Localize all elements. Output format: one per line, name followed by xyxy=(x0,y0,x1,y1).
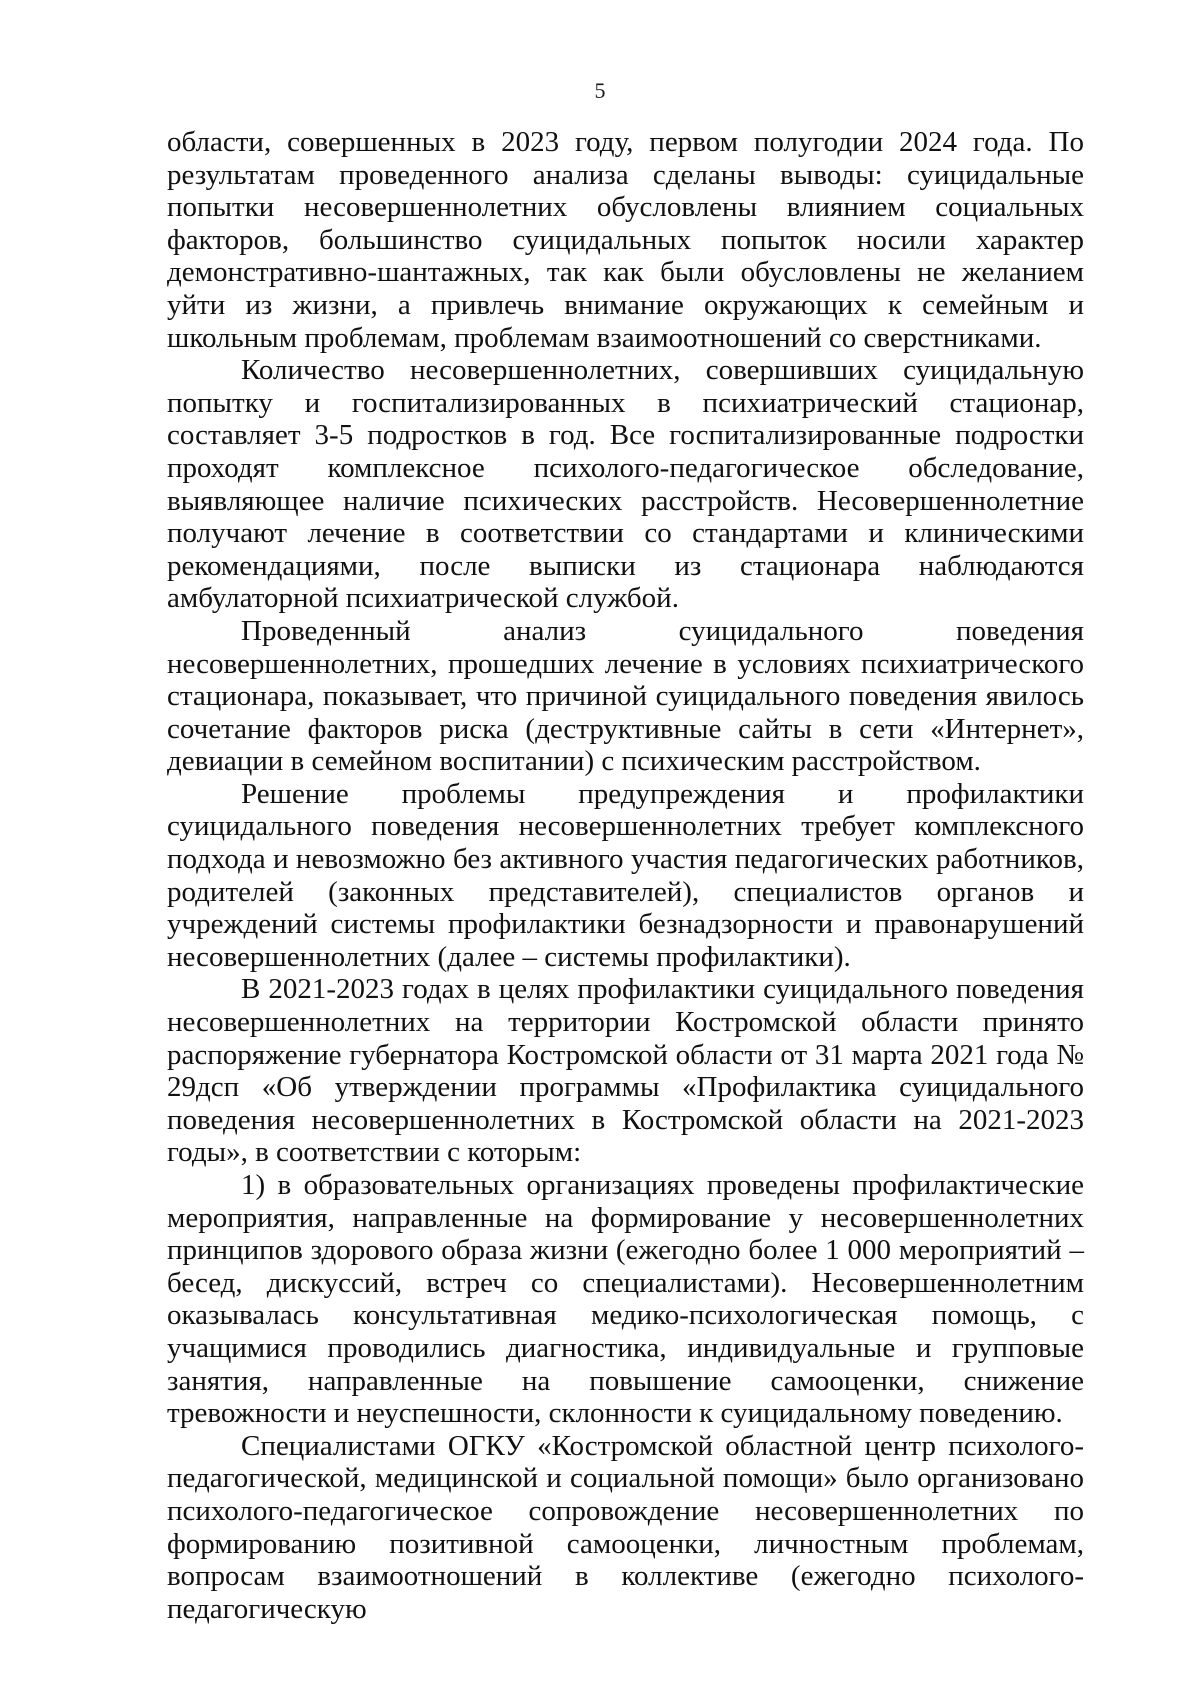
document-body xyxy=(167,126,1084,1625)
paragraph-specialists: Специалистами ОГКУ «Костромской областной центр психолого-педагогической, медицинской и социальной помощи» было организовано психолого-педагогическое сопровождение несовершеннолетних по формированию позитивной самооценки, личностным проблемам, вопросам взаимоотношений в коллективе (ежегодно психолого-педагогическую xyxy=(167,1429,1084,1625)
paragraph-prevention: Решение проблемы предупреждения и профилактики суицидального поведения несовершеннолетних требует комплексного подхода и невозможно без активного участия педагогических работников, родителей (законных представителей), специалистов органов и учреждений системы профилактики безнадзорности и правонарушений несовершеннолетних (далее – системы профилактики). xyxy=(167,777,1084,973)
paragraph-hospitalization: Количество несовершеннолетних, совершивших суицидальную попытку и госпитализированных в психиатрический стационар, составляет 3-5 подростков в год. Все госпитализированные подростки проходят комплексное психолого-педагогическое обследование, выявляющее наличие психических расстройств. Несовершеннолетние получают лечение в соответствии со стандартами и клиническими рекомендациями, после выписки из стационара наблюдаются амбулаторной психиатрической службой. xyxy=(167,354,1084,615)
paragraph-program: В 2021-2023 годах в целях профилактики суицидального поведения несовершеннолетних на территории Костромской области принято распоряжение губернатора Костромской области от 31 марта 2021 года № 29дсп «Об утверждении программы «Профилактика суицидального поведения несовершеннолетних в Костромской области на 2021-2023 годы», в соответствии с которым: xyxy=(167,973,1084,1169)
page-number: 5 xyxy=(594,78,606,103)
paragraph-item-1: 1) в образовательных организациях проведены профилактические мероприятия, направленные на формирование у несовершеннолетних принципов здорового образа жизни (ежегодно более 1 000 мероприятий – бесед, дискуссий, встреч со специалистами). Несовершеннолетним оказывалась консультативная медико-психологическая помощь, с учащимися проводились диагностика, индивидуальные и групповые занятия, направленные на повышение самооценки, снижение тревожности и неуспешности, склонности к суицидальному поведению. xyxy=(167,1169,1084,1430)
paragraph-continuation: области, совершенных в 2023 году, первом полугодии 2024 года. По результатам проведенного анализа сделаны выводы: суицидальные попытки несовершеннолетних обусловлены влиянием социальных факторов, большинство суицидальных попыток носили характер демонстративно-шантажных, так как были обусловлены не желанием уйти из жизни, а привлечь внимание окружающих к семейным и школьным проблемам, проблемам взаимоотношений со сверстниками. xyxy=(167,126,1084,354)
paragraph-analysis: Проведенный анализ суицидального поведения несовершеннолетних, прошедших лечение в условиях психиатрического стационара, показывает, что причиной суицидального поведения явилось сочетание факторов риска (деструктивные сайты в сети «Интернет», девиации в семейном воспитании) с психическим расстройством. xyxy=(167,614,1084,778)
